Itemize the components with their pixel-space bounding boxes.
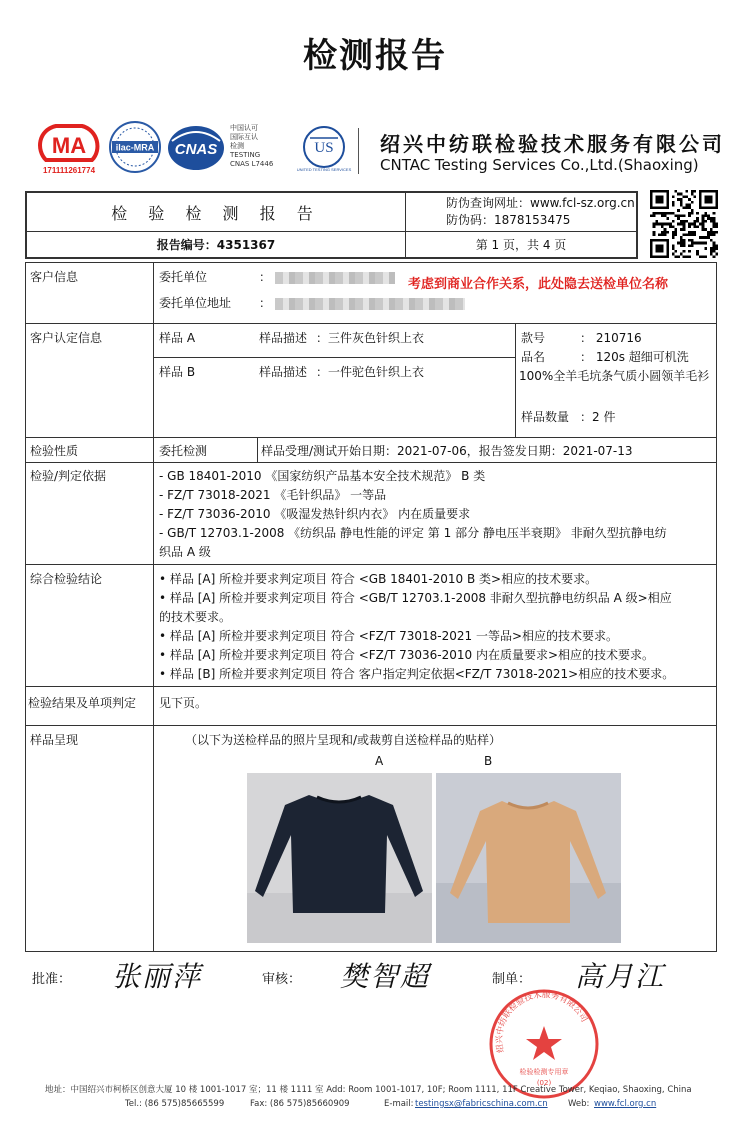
company-name-en: CNTAC Testing Services Co.,Ltd.(Shaoxing) (380, 156, 699, 174)
client-address-label: 委托单位地址 (159, 296, 232, 310)
sample-info-label: 客户认定信息 (30, 331, 103, 345)
page-title: 检测报告 (303, 36, 447, 76)
sample-b-label: 样品 B (159, 365, 196, 379)
cnas-logo (166, 123, 226, 173)
sample-photos-caption: （以下为送检样品的照片呈现和/或裁剪自送检样品的贴样） (185, 733, 502, 747)
client-info-label: 客户信息 (30, 270, 79, 284)
report-header-table (25, 191, 638, 259)
test-dates: 样品受理/测试开始日期：2021-07-06，报告签发日期：2021-07-13 (261, 444, 633, 458)
svg-text:UNITED TESTING SERVICES: UNITED TESTING SERVICES (296, 167, 352, 172)
conclusion-line: • 样品 [A] 所检并要求判定项目 符合 <GB/T 12703.1-2008 非耐久型抗静电纺织品 A 级>相应 (159, 591, 672, 605)
review-label: 审核： (262, 972, 302, 987)
sample-a-label: 样品 A (159, 331, 196, 345)
basis-item: - FZ/T 73018-2021 《毛针织品》 一等品 (159, 488, 387, 502)
report-header-title: 检 验 检 测 报 告 (26, 192, 406, 232)
ilac-mra-logo (108, 120, 162, 174)
footer-fax: Fax: (86 575)85660909 (250, 1099, 350, 1109)
svg-text:绍兴中纺联检验技术服务有限公司: 绍兴中纺联检验技术服务有限公司 (494, 990, 589, 1054)
photo-a-label: A (375, 754, 384, 768)
company-name-cn: 绍兴中纺联检验技术服务有限公司 (380, 132, 725, 156)
sample-b-desc-label: 样品描述 (259, 365, 308, 379)
sample-b-desc: ：一件驼色针织上衣 (316, 365, 425, 379)
cma-logo (36, 120, 102, 176)
results-label: 检验结果及单项判定 (28, 696, 137, 710)
client-unit-label: 委托单位 (159, 270, 208, 284)
basis-item: - GB 18401-2010 《国家纺织产品基本安全技术规范》 B 类 (159, 469, 486, 483)
svg-text:ilac-MRA: ilac-MRA (115, 142, 155, 153)
sample-a-photo (247, 773, 432, 943)
footer-web-label: Web: (568, 1099, 590, 1109)
approve-label: 批准： (32, 972, 72, 987)
svg-text:171111261774: 171111261774 (42, 166, 96, 175)
test-basis-label: 检验/判定依据 (30, 469, 107, 483)
report-number: 报告编号：4351367 (26, 231, 406, 258)
basis-item: - GB/T 12703.1-2008 《纺织品 静电性能的评定 第 1 部分 静电压半衰期》 非耐久型抗静电纺 (159, 526, 667, 540)
sample-photos-label: 样品呈现 (30, 733, 79, 747)
results-value: 见下页。 (159, 696, 208, 710)
approve-signature: 张丽萍 (112, 960, 203, 993)
query-site: 防伪查询网址：www.fcl-sz.org.cn (446, 196, 635, 210)
conclusion-line: • 样品 [A] 所检并要求判定项目 符合 <GB 18401-2010 B 类>相应的技术要求。 (159, 572, 598, 586)
test-nature-label: 检验性质 (30, 444, 79, 458)
footer-address: 地址：中国绍兴市柯桥区创意大厦 10 楼 1001-1017 室；11 楼 1111 室 Add: Room 1001-1017, 10F; Room 1111, 11F Creative Tower, Keqiao, Shaoxing, China (45, 1085, 692, 1095)
product-name-label: 品名 (521, 350, 546, 364)
conclusion-line: 的技术要求。 (159, 610, 232, 624)
logo-divider (358, 128, 359, 174)
conclusion-line: • 样品 [A] 所检并要求判定项目 符合 <FZ/T 73018-2021 一等品>相应的技术要求。 (159, 629, 619, 643)
sample-b-photo (436, 773, 621, 943)
basis-item: 织品 A 级 (159, 545, 211, 559)
sample-qty: ：2 件 (580, 410, 616, 424)
make-label: 制单： (492, 972, 532, 987)
photo-b-label: B (484, 754, 493, 768)
product-name-cont: 100%全羊毛坑条气质小圆领羊毛衫 (519, 369, 710, 383)
sample-a-desc-label: 样品描述 (259, 331, 308, 345)
anti-fake-code: 防伪码：1878153475 (446, 213, 571, 227)
conclusion-line: • 样品 [B] 所检并要求判定项目 符合 客户指定判定依据<FZ/T 73018-2021>相应的技术要求。 (159, 667, 675, 681)
svg-text:CNAS: CNAS (174, 141, 218, 158)
footer-web[interactable]: www.fcl.org.cn (594, 1099, 657, 1109)
svg-text:检验检测专用章: 检验检测专用章 (519, 1068, 569, 1076)
sample-a-desc: ：三件灰色针织上衣 (316, 331, 425, 345)
sample-qty-label: 样品数量 (521, 410, 570, 424)
footer-tel: Tel.: (86 575)85665599 (125, 1099, 225, 1109)
conclusion-line: • 样品 [A] 所检并要求判定项目 符合 <FZ/T 73036-2010 内在质量要求>相应的技术要求。 (159, 648, 655, 662)
review-signature: 樊智超 (340, 960, 431, 993)
uts-logo (296, 126, 352, 172)
test-nature: 委托检测 (159, 444, 208, 458)
svg-text:US: US (314, 140, 334, 156)
client-unit-colon: ： (259, 270, 272, 284)
anti-fake-info (405, 192, 637, 232)
footer-email[interactable]: testingsx@fabricschina.com.cn (415, 1099, 548, 1109)
redacted-client-name (275, 272, 395, 284)
style-no-label: 款号 (521, 331, 546, 345)
page-info: 第 1 页，共 4 页 (405, 231, 637, 258)
redaction-notice: 考虑到商业合作关系，此处隐去送检单位名称 (408, 277, 669, 292)
basis-item: - FZ/T 73036-2010 《吸湿发热针织内衣》 内在质量要求 (159, 507, 471, 521)
product-name: ： 120s 超细可机洗 (580, 350, 689, 364)
svg-text:(02): (02) (536, 1079, 552, 1087)
svg-text:MA: MA (51, 133, 87, 158)
make-signature: 高月江 (575, 960, 666, 993)
style-no: ： 210716 (580, 331, 642, 345)
report-main-table (25, 262, 717, 952)
cnas-caption: 中国认可 国际互认 检测 TESTING CNAS L7446 (230, 124, 274, 168)
footer-email-label: E-mail: (384, 1099, 414, 1109)
client-address-colon: ： (259, 296, 272, 310)
redacted-client-address (275, 298, 465, 310)
qr-code[interactable] (650, 190, 718, 258)
conclusion-label: 综合检验结论 (30, 572, 103, 586)
